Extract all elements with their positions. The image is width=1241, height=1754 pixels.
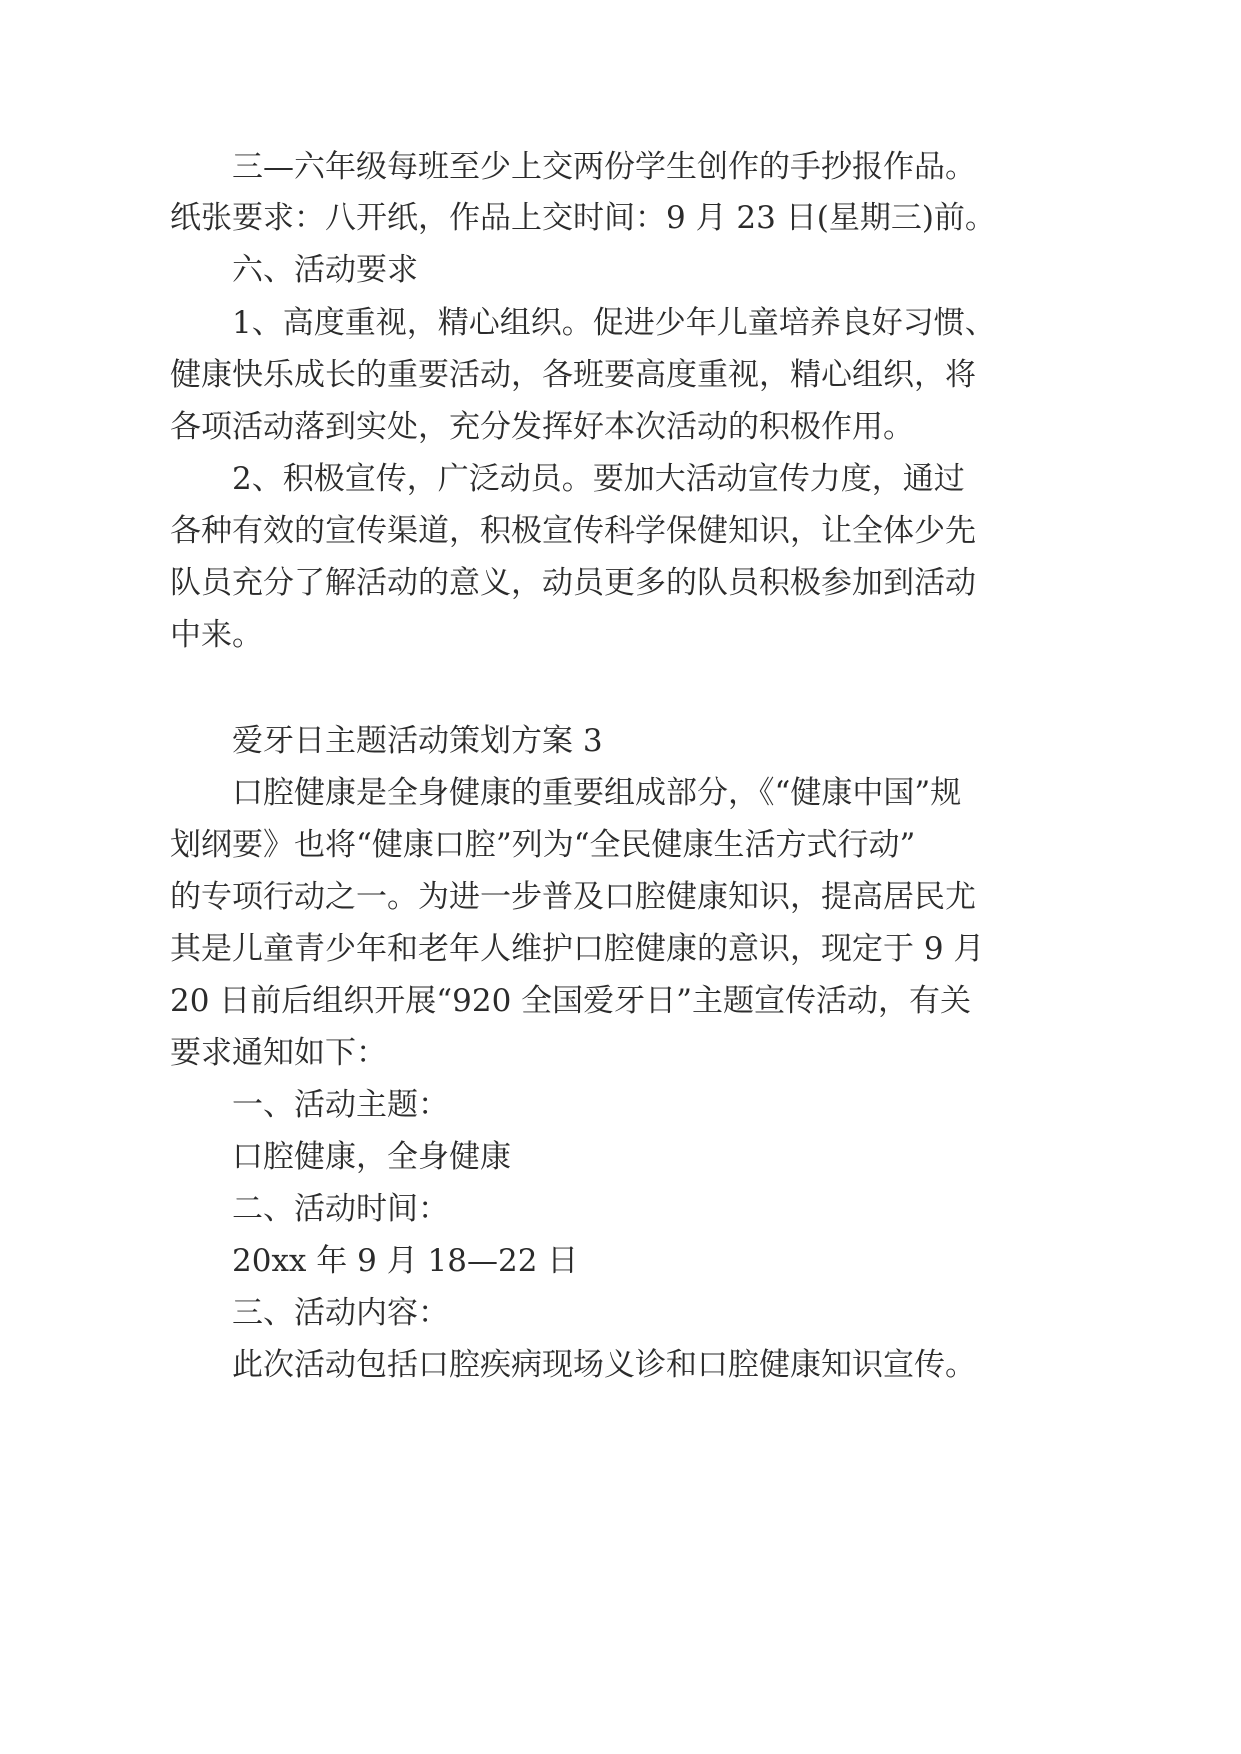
line-text: 此次活动包括口腔疾病现场义诊和口腔健康知识宣传。: [232, 1347, 976, 1383]
line-text: 爱牙日主题活动策划方案 3: [232, 723, 603, 759]
section-heading: [0, 1293, 1241, 1333]
line-text: 各项活动落到实处，充分发挥好本次活动的积极作用。: [170, 409, 914, 445]
paragraph-line: [0, 355, 1241, 395]
line-text: 划纲要》也将“健康口腔”列为“全民健康生活方式行动”: [170, 827, 916, 863]
section-heading: [0, 1085, 1241, 1125]
paragraph-line: [0, 198, 1241, 238]
paragraph-line: [0, 459, 1241, 499]
paragraph-line: [0, 929, 1241, 969]
line-text: 要求通知如下：: [170, 1035, 387, 1071]
paragraph-line: [0, 303, 1241, 343]
line-text: 纸张要求：八开纸，作品上交时间：9 月 23 日(星期三)前。: [170, 200, 996, 236]
paragraph-line: [0, 877, 1241, 917]
paragraph-line: [0, 981, 1241, 1021]
line-text: 中来。: [170, 617, 263, 653]
line-text: 队员充分了解活动的意义，动员更多的队员积极参加到活动: [170, 565, 976, 601]
section-heading: [0, 1189, 1241, 1229]
section-title: [0, 721, 1241, 761]
paragraph-line: [0, 825, 1241, 865]
paragraph-line: [0, 563, 1241, 603]
line-text: 1、高度重视，精心组织。促进少年儿童培养良好习惯、: [232, 305, 996, 341]
line-text: 三、活动内容：: [232, 1295, 449, 1331]
line-text: 二、活动时间：: [232, 1191, 449, 1227]
line-text: 三—六年级每班至少上交两份学生创作的手抄报作品。: [232, 149, 976, 185]
line-text: 健康快乐成长的重要活动，各班要高度重视，精心组织，将: [170, 357, 976, 393]
paragraph-line: [0, 1137, 1241, 1177]
line-text: 20xx 年 9 月 18—22 日: [232, 1243, 579, 1279]
paragraph-line: [0, 407, 1241, 447]
section-heading: [0, 250, 1241, 290]
line-text: 20 日前后组织开展“920 全国爱牙日”主题宣传活动，有关: [170, 983, 972, 1019]
paragraph-line: [0, 615, 1241, 655]
paragraph-line: [0, 147, 1241, 187]
paragraph-line: [0, 1033, 1241, 1073]
line-text: 六、活动要求: [232, 252, 418, 288]
line-text: 2、积极宣传，广泛动员。要加大活动宣传力度，通过: [232, 461, 965, 497]
line-text: 其是儿童青少年和老年人维护口腔健康的意识，现定于 9 月: [170, 931, 985, 967]
line-text: 一、活动主题：: [232, 1087, 449, 1123]
paragraph-line: [0, 1241, 1241, 1281]
paragraph-line: [0, 1345, 1241, 1385]
paragraph-line: [0, 511, 1241, 551]
line-text: 的专项行动之一。为进一步普及口腔健康知识，提高居民尤: [170, 879, 976, 915]
paragraph-line: [0, 773, 1241, 813]
line-text: 口腔健康，全身健康: [232, 1139, 511, 1175]
line-text: 各种有效的宣传渠道，积极宣传科学保健知识，让全体少先: [170, 513, 976, 549]
line-text: 口腔健康是全身健康的重要组成部分，《“健康中国”规: [232, 775, 962, 811]
